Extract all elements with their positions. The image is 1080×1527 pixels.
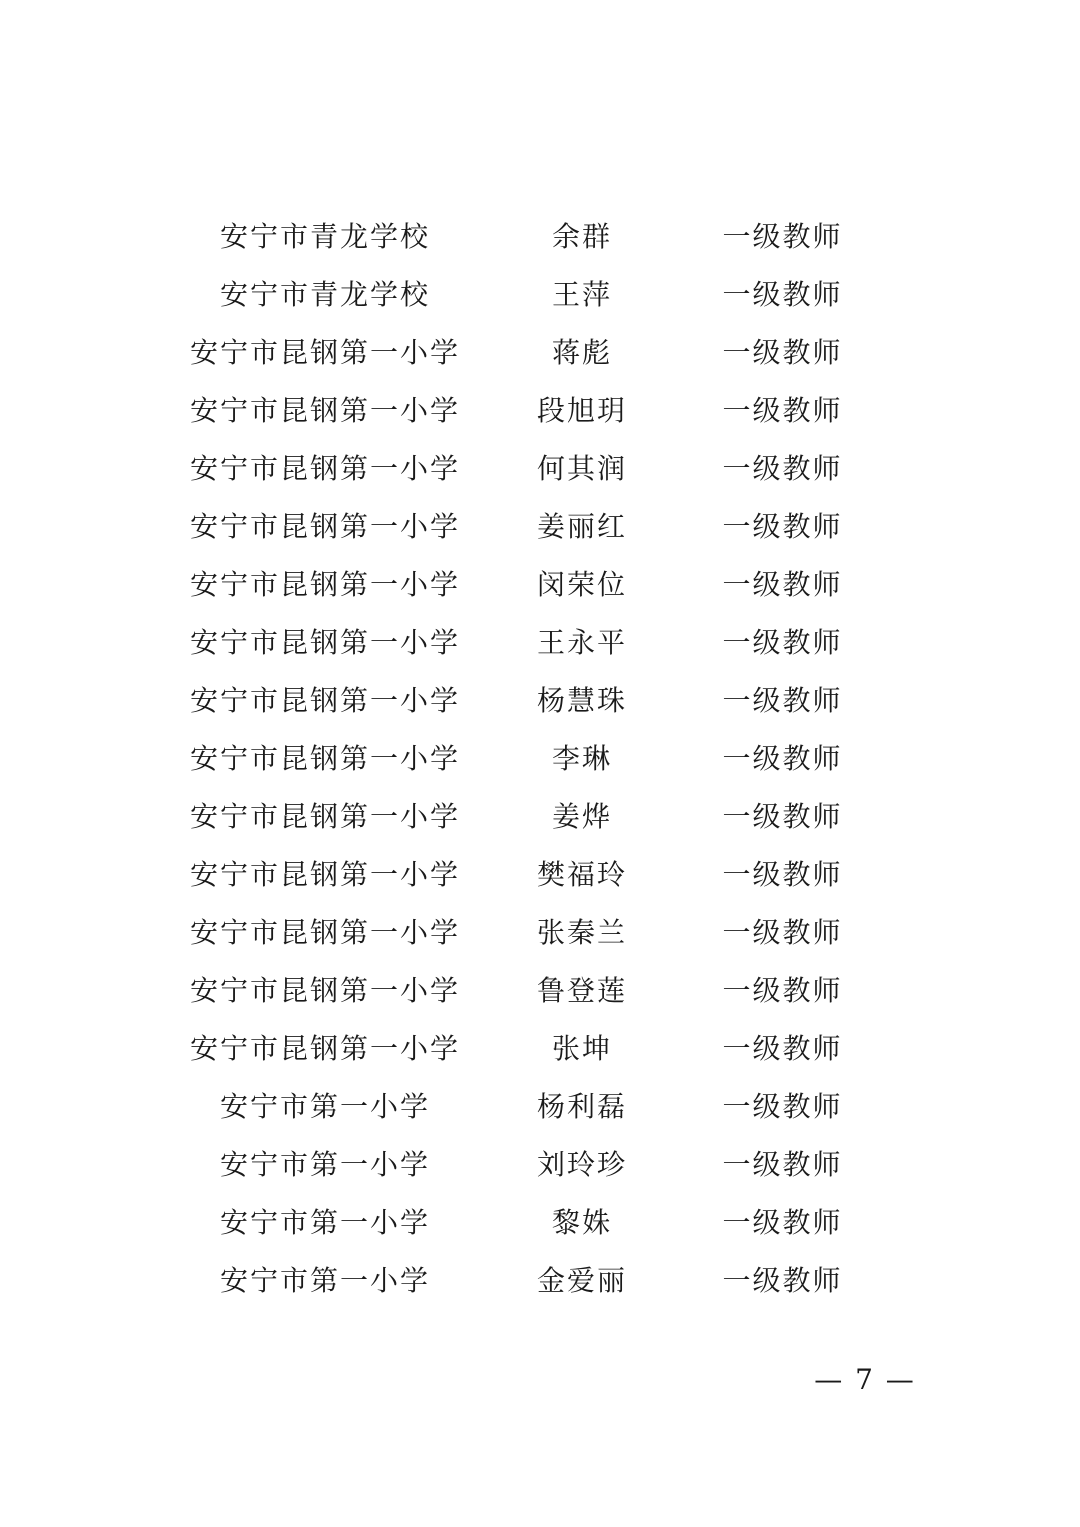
school-name: 安宁市昆钢第一小学 bbox=[189, 568, 460, 601]
teacher-name: 姜丽红 bbox=[536, 510, 627, 543]
teacher-title: 一级教师 bbox=[722, 336, 843, 369]
teacher-name: 张坤 bbox=[551, 1032, 612, 1065]
school-name: 安宁市昆钢第一小学 bbox=[189, 336, 460, 369]
teacher-title: 一级教师 bbox=[722, 1206, 843, 1239]
teacher-name: 杨利磊 bbox=[536, 1090, 627, 1123]
teacher-name: 刘玲珍 bbox=[536, 1148, 627, 1181]
teacher-name: 闵荣位 bbox=[536, 568, 627, 601]
list-item bbox=[0, 498, 1080, 556]
teacher-title: 一级教师 bbox=[722, 1264, 843, 1297]
teacher-name: 金爱丽 bbox=[536, 1264, 627, 1297]
school-name: 安宁市第一小学 bbox=[219, 1206, 430, 1239]
teacher-title: 一级教师 bbox=[722, 568, 843, 601]
list-item bbox=[0, 324, 1080, 382]
list-item bbox=[0, 1020, 1080, 1078]
teacher-name: 段旭玥 bbox=[536, 394, 627, 427]
list-item bbox=[0, 208, 1080, 266]
teacher-name: 蒋彪 bbox=[551, 336, 612, 369]
list-item bbox=[0, 1252, 1080, 1310]
teacher-name: 张秦兰 bbox=[536, 916, 627, 949]
school-name: 安宁市昆钢第一小学 bbox=[189, 742, 460, 775]
teacher-title: 一级教师 bbox=[722, 1032, 843, 1065]
list-item bbox=[0, 382, 1080, 440]
teacher-title: 一级教师 bbox=[722, 394, 843, 427]
teacher-title: 一级教师 bbox=[722, 684, 843, 717]
teacher-title: 一级教师 bbox=[722, 1148, 843, 1181]
list-item bbox=[0, 788, 1080, 846]
teacher-name: 樊福玲 bbox=[536, 858, 627, 891]
school-name: 安宁市第一小学 bbox=[219, 1148, 430, 1181]
school-name: 安宁市昆钢第一小学 bbox=[189, 510, 460, 543]
list-item bbox=[0, 672, 1080, 730]
teacher-name: 余群 bbox=[551, 220, 612, 253]
teacher-name: 杨慧珠 bbox=[536, 684, 627, 717]
teacher-title: 一级教师 bbox=[722, 626, 843, 659]
teacher-title: 一级教师 bbox=[722, 510, 843, 543]
teacher-title: 一级教师 bbox=[722, 452, 843, 485]
list-item bbox=[0, 266, 1080, 324]
teacher-name: 李琳 bbox=[551, 742, 612, 775]
list-item bbox=[0, 440, 1080, 498]
school-name: 安宁市昆钢第一小学 bbox=[189, 916, 460, 949]
teacher-title: 一级教师 bbox=[722, 278, 843, 311]
list-item bbox=[0, 730, 1080, 788]
school-name: 安宁市第一小学 bbox=[219, 1090, 430, 1123]
teacher-title: 一级教师 bbox=[722, 1090, 843, 1123]
list-item bbox=[0, 614, 1080, 672]
teacher-name: 王永平 bbox=[536, 626, 627, 659]
teacher-name: 何其润 bbox=[536, 452, 627, 485]
list-item bbox=[0, 1078, 1080, 1136]
list-item bbox=[0, 1136, 1080, 1194]
teacher-name: 王萍 bbox=[551, 278, 612, 311]
school-name: 安宁市昆钢第一小学 bbox=[189, 394, 460, 427]
teacher-name: 姜烨 bbox=[551, 800, 612, 833]
school-name: 安宁市昆钢第一小学 bbox=[189, 858, 460, 891]
school-name: 安宁市昆钢第一小学 bbox=[189, 1032, 460, 1065]
list-item bbox=[0, 846, 1080, 904]
teacher-title: 一级教师 bbox=[722, 974, 843, 1007]
teacher-name: 鲁登莲 bbox=[536, 974, 627, 1007]
list-item bbox=[0, 1194, 1080, 1252]
list-item bbox=[0, 556, 1080, 614]
school-name: 安宁市昆钢第一小学 bbox=[189, 452, 460, 485]
teacher-title: 一级教师 bbox=[722, 916, 843, 949]
page-number: — 7 — bbox=[814, 1363, 916, 1396]
teacher-title: 一级教师 bbox=[722, 742, 843, 775]
school-name: 安宁市第一小学 bbox=[219, 1264, 430, 1297]
teacher-title: 一级教师 bbox=[722, 220, 843, 253]
teacher-name: 黎姝 bbox=[551, 1206, 612, 1239]
teacher-list bbox=[0, 208, 1080, 1310]
teacher-title: 一级教师 bbox=[722, 858, 843, 891]
school-name: 安宁市昆钢第一小学 bbox=[189, 974, 460, 1007]
list-item bbox=[0, 904, 1080, 962]
list-item bbox=[0, 962, 1080, 1020]
school-name: 安宁市昆钢第一小学 bbox=[189, 800, 460, 833]
school-name: 安宁市昆钢第一小学 bbox=[189, 626, 460, 659]
school-name: 安宁市昆钢第一小学 bbox=[189, 684, 460, 717]
teacher-title: 一级教师 bbox=[722, 800, 843, 833]
school-name: 安宁市青龙学校 bbox=[219, 278, 430, 311]
school-name: 安宁市青龙学校 bbox=[219, 220, 430, 253]
